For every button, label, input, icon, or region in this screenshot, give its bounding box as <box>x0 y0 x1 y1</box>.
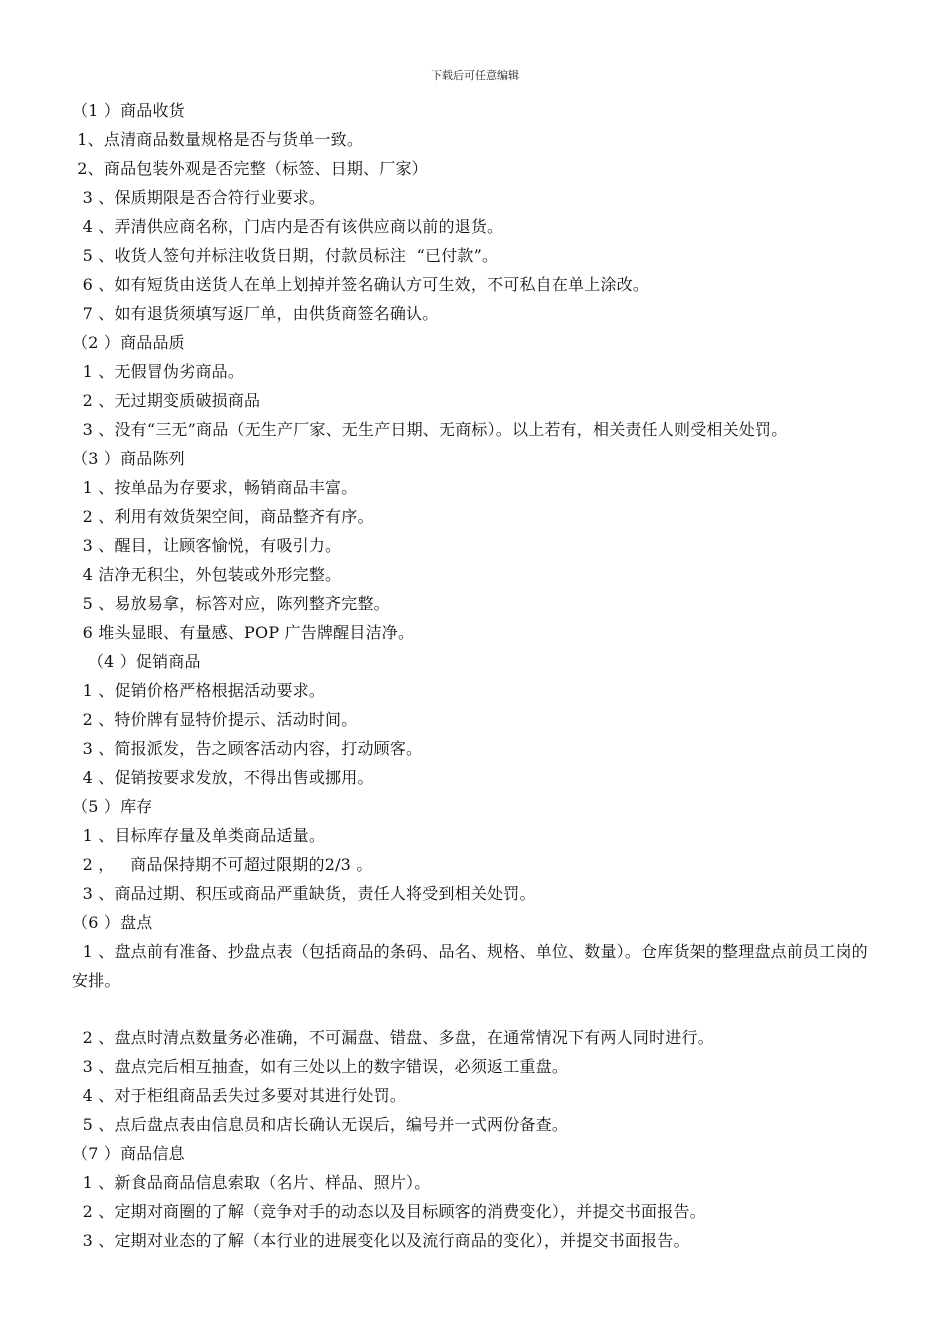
list-item: 3 、盘点完后相互抽查，如有三处以上的数字错误，必须返工重盘。 <box>72 1057 569 1076</box>
section-heading: （6 ）盘点 <box>72 913 153 932</box>
list-item: 4 洁净无积尘，外包装或外形完整。 <box>72 565 342 584</box>
list-item: 2 、定期对商圈的了解（竞争对手的动态以及目标顾客的消费变化），并提交书面报告。 <box>72 1202 706 1221</box>
list-item: 5 、易放易拿，标答对应，陈列整齐完整。 <box>72 594 390 613</box>
section-heading: （4 ）促销商品 <box>72 652 201 671</box>
list-item: 7 、如有退货须填写返厂单，由供货商签名确认。 <box>72 304 439 323</box>
section-heading: （1 ）商品收货 <box>72 101 185 120</box>
list-item: 6 、如有短货由送货人在单上划掉并签名确认方可生效，不可私自在单上涂改。 <box>72 275 650 294</box>
list-item: 1 、促销价格严格根据活动要求。 <box>72 681 326 700</box>
list-item: 3 、没有“三无”商品（无生产厂家、无生产日期、无商标）。以上若有，相关责任人则受相关处罚。 <box>72 420 788 439</box>
list-item: 5 、收货人签句并标注收货日期，付款员标注 “已付款”。 <box>72 246 499 265</box>
list-item: 2 、特价牌有显特价提示、活动时间。 <box>72 710 358 729</box>
list-item: 4 、弄清供应商名称，门店内是否有该供应商以前的退货。 <box>72 217 504 236</box>
list-item: 2、商品包装外观是否完整（标签、日期、厂家） <box>72 159 428 178</box>
list-item: 1 、无假冒伪劣商品。 <box>72 362 245 381</box>
list-item: 1 、新食品商品信息索取（名片、样品、照片）。 <box>72 1173 431 1192</box>
list-item: 2 ， 商品保持期不可超过限期的2/3 。 <box>72 855 373 874</box>
list-item: 1 、盘点前有准备、抄盘点表（包括商品的条码、品名、规格、单位、数量）。仓库货架的整理盘点前员工岗的安排。 <box>72 942 868 990</box>
list-item: 3 、商品过期、积压或商品严重缺货，责任人将受到相关处罚。 <box>72 884 536 903</box>
page-header: 下载后可任意编辑 <box>431 69 519 82</box>
list-item: 3 、醒目，让顾客愉悦，有吸引力。 <box>72 536 342 555</box>
section-heading: （5 ）库存 <box>72 797 153 816</box>
list-item: 2 、无过期变质破损商品 <box>72 391 261 410</box>
list-item: 4 、促销按要求发放，不得出售或挪用。 <box>72 768 374 787</box>
blank-line <box>72 995 882 1023</box>
list-item: 3 、定期对业态的了解（本行业的进展变化以及流行商品的变化），并提交书面报告。 <box>72 1231 690 1250</box>
section-heading: （7 ）商品信息 <box>72 1144 185 1163</box>
document-body <box>72 96 882 1255</box>
list-item: 5 、点后盘点表由信息员和店长确认无误后，编号并一式两份备查。 <box>72 1115 569 1134</box>
list-item: 2 、利用有效货架空间，商品整齐有序。 <box>72 507 374 526</box>
list-item: 2 、盘点时清点数量务必准确，不可漏盘、错盘、多盘，在通常情况下有两人同时进行。 <box>72 1028 714 1047</box>
list-item: 3 、简报派发，告之顾客活动内容，打动顾客。 <box>72 739 423 758</box>
list-item: 1 、按单品为存要求，畅销商品丰富。 <box>72 478 358 497</box>
section-heading: （3 ）商品陈列 <box>72 449 185 468</box>
list-item: 1、点清商品数量规格是否与货单一致。 <box>72 130 364 149</box>
list-item: 1 、目标库存量及单类商品适量。 <box>72 826 326 845</box>
list-item: 4 、对于柜组商品丢失过多要对其进行处罚。 <box>72 1086 407 1105</box>
list-item: 6 堆头显眼、有量感、POP 广告牌醒目洁净。 <box>72 623 415 642</box>
list-item: 3 、保质期限是否合符行业要求。 <box>72 188 326 207</box>
section-heading: （2 ）商品品质 <box>72 333 185 352</box>
